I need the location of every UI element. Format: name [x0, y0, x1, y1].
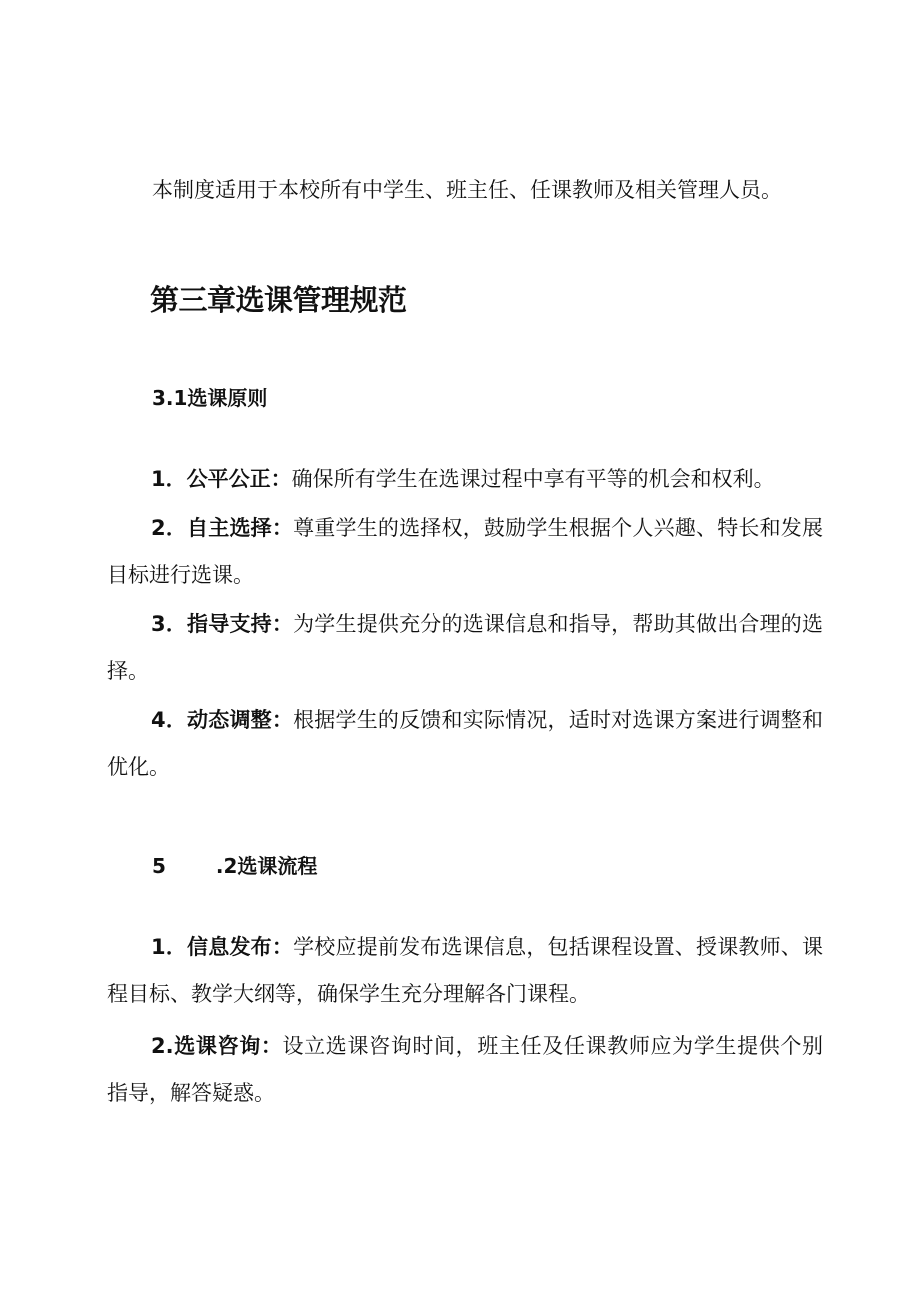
section-number: 5 [152, 854, 166, 878]
intro-paragraph: 本制度适用于本校所有中学生、班主任、任课教师及相关管理人员。 [152, 178, 782, 202]
item-label: 公平公正： [186, 467, 292, 491]
item-sep: ． [165, 467, 187, 491]
item-sep: ． [165, 516, 188, 540]
process-item-2 [107, 1023, 823, 1117]
item-label: 动态调整： [187, 708, 294, 732]
item-number: 1 [151, 467, 166, 491]
item-label: 自主选择： [187, 516, 294, 540]
item-label: 指导支持： [187, 612, 294, 636]
section-title-principles: 3.1选课原则 [152, 386, 268, 410]
item-text: 尊重学生的选择权，鼓励学生根据个人兴趣、特长和发展目标进行选课。 [107, 516, 824, 587]
item-text: 设立选课咨询时间，班主任及任课教师应为学生提供个别指导，解答疑惑。 [107, 1034, 824, 1105]
item-sep: . [165, 1034, 174, 1058]
item-number: 3 [151, 612, 166, 636]
principle-item-2 [107, 505, 823, 599]
principle-item-4 [107, 697, 823, 791]
section-title-process [152, 851, 317, 881]
item-sep: ． [165, 612, 188, 636]
process-item-1 [107, 924, 823, 1018]
item-sep: ． [165, 708, 188, 732]
item-text: 为学生提供充分的选课信息和指导，帮助其做出合理的选择。 [107, 612, 824, 683]
chapter-title: 第三章选课管理规范 [150, 283, 407, 317]
item-text: 学校应提前发布选课信息，包括课程设置、授课教师、课程目标、教学大纲等，确保学生充分理解各门课程。 [107, 935, 824, 1006]
item-text: 确保所有学生在选课过程中享有平等的机会和权利。 [291, 467, 775, 491]
item-number: 4 [151, 708, 166, 732]
item-label: 选课咨询： [173, 1034, 283, 1058]
item-label: 信息发布： [187, 935, 294, 959]
principle-item-3 [107, 601, 823, 695]
item-sep: ． [165, 935, 188, 959]
principle-item-1 [107, 456, 823, 503]
item-number: 2 [151, 516, 166, 540]
item-number: 2 [151, 1034, 166, 1058]
item-number: 1 [151, 935, 166, 959]
section-title-text: .2选课流程 [215, 854, 318, 878]
item-text: 根据学生的反馈和实际情况，适时对选课方案进行调整和优化。 [107, 708, 824, 779]
